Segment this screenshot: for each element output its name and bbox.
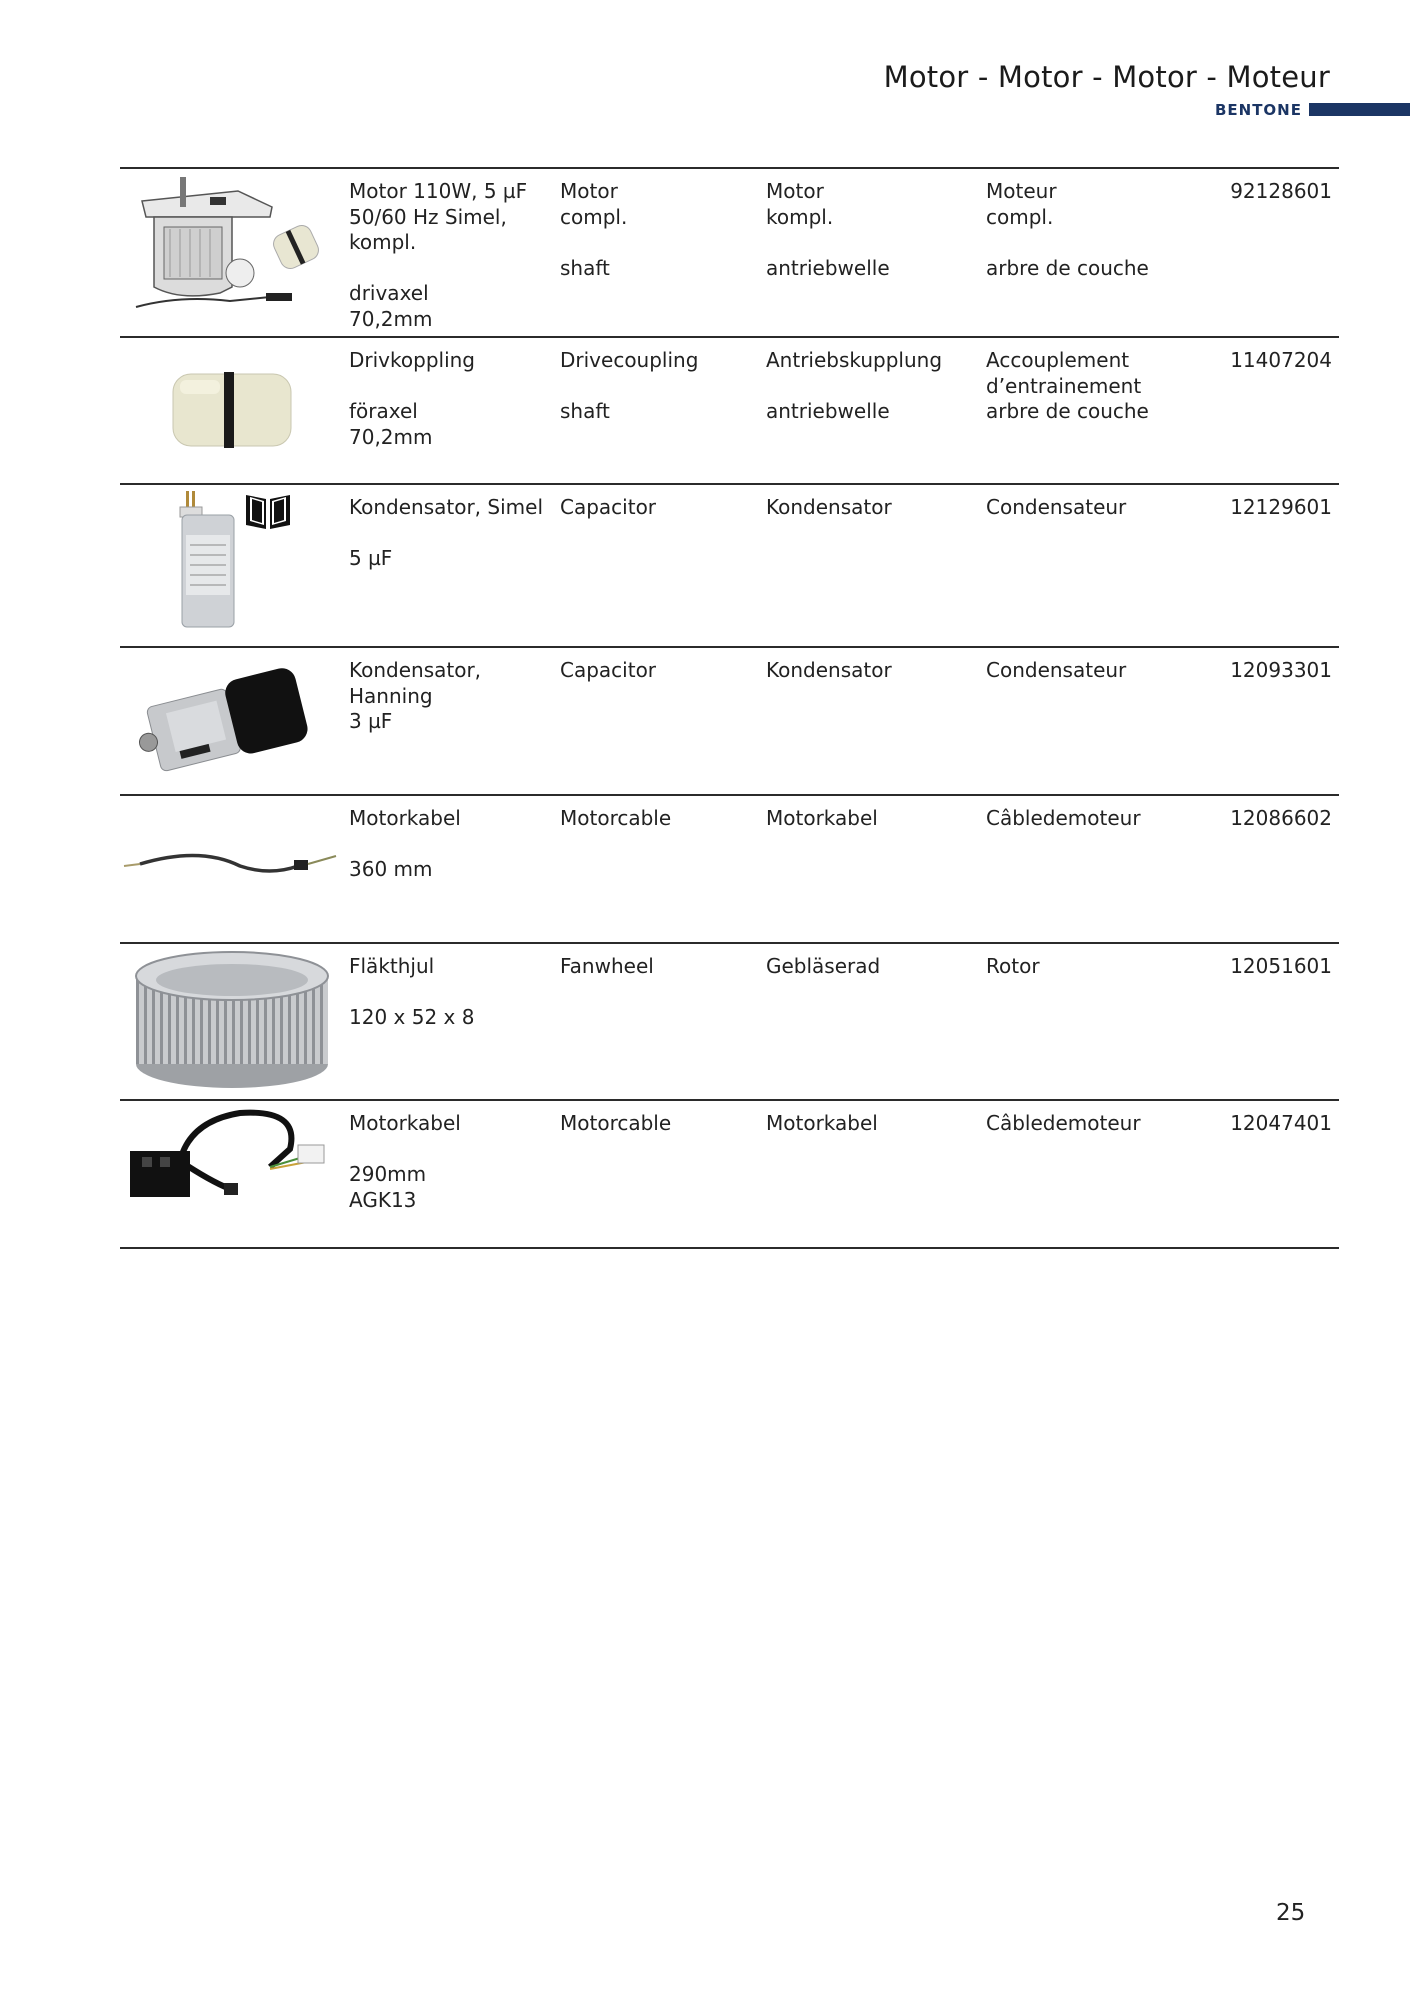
swedish-description: Drivkoppling föraxel 70,2mm [349,348,475,449]
english-description: Fanwheel [560,954,654,978]
motor-assembly-image [120,169,340,336]
swedish-description: Motorkabel 290mm AGK13 [349,1111,461,1212]
table-row [120,485,1339,648]
german-description: Kondensator [766,495,892,519]
french-description: Câbledemoteur [986,806,1141,830]
german-description: Gebläserad [766,954,881,978]
part-number: 12047401 [1230,1111,1332,1135]
brand-bar [1309,103,1410,116]
german-description: Motorkabel [766,806,878,830]
french-description: Condensateur [986,495,1127,519]
motor-cable-connector-image [120,1101,340,1247]
motor-cable-image [120,796,340,942]
brand-name: BENTONE [1214,101,1302,119]
table-row [120,1101,1339,1249]
german-description: Kondensator [766,658,892,682]
capacitor-hanning-image [120,648,340,794]
german-description: Motor kompl. antriebwelle [766,179,890,280]
part-number: 12051601 [1230,954,1332,978]
table-row [120,648,1339,796]
part-number: 12129601 [1230,495,1332,519]
table-row [120,944,1339,1101]
swedish-description: Motorkabel 360 mm [349,806,461,881]
french-description: Moteur compl. arbre de couche [986,179,1149,280]
english-description: Motorcable [560,1111,672,1135]
fan-wheel-image [120,944,340,1099]
english-description: Capacitor [560,495,657,519]
english-description: Motor compl. shaft [560,179,628,280]
english-description: Capacitor [560,658,657,682]
swedish-description: Kondensator, Hanning 3 µF [349,658,482,733]
german-description: Motorkabel [766,1111,878,1135]
part-number: 12093301 [1230,658,1332,682]
parts-table [120,167,1339,1249]
french-description: Rotor [986,954,1040,978]
page-number: 25 [1276,1900,1306,1926]
page-title: Motor - Motor - Motor - Moteur [883,60,1330,94]
swedish-description: Motor 110W, 5 µF 50/60 Hz Simel, kompl. drivaxel 70,2mm [349,179,528,331]
english-description: Motorcable [560,806,672,830]
table-row [120,169,1339,338]
german-description: Antriebskupplung antriebwelle [766,348,943,423]
swedish-description: Kondensator, Simel 5 µF [349,495,543,570]
capacitor-simel-image [120,485,340,646]
english-description: Drivecoupling shaft [560,348,699,423]
table-row [120,338,1339,485]
french-description: Câbledemoteur [986,1111,1141,1135]
part-number: 12086602 [1230,806,1332,830]
swedish-description: Fläkthjul 120 x 52 x 8 [349,954,475,1029]
drive-coupling-image [120,338,340,483]
part-number: 11407204 [1230,348,1332,372]
french-description: Condensateur [986,658,1127,682]
manual-book-icon [242,491,294,531]
table-row [120,796,1339,944]
part-number: 92128601 [1230,179,1332,203]
french-description: Accouplement d’entrainement arbre de couche [986,348,1149,423]
